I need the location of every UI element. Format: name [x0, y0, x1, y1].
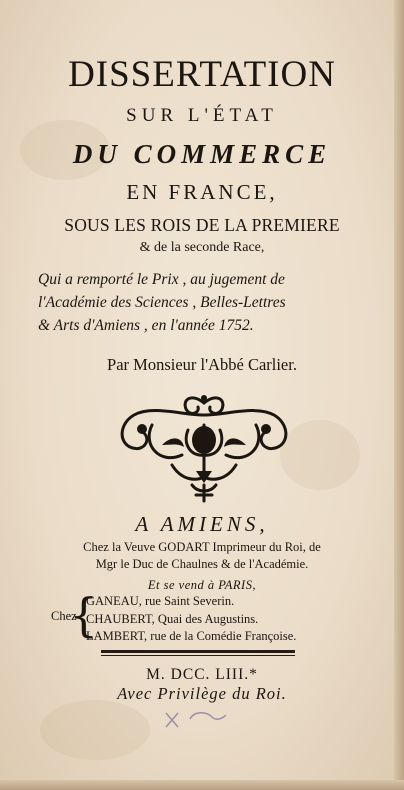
- book-title: DISSERTATION: [68, 54, 336, 95]
- publication-date: M. DCC. LIII.*: [146, 666, 258, 683]
- royal-privilege: Avec Privilège du Roi.: [117, 684, 287, 703]
- prize-line-2: l'Académie des Sciences , Belles-Lettres: [38, 294, 286, 311]
- printer-line-1: Chez la Veuve GODART Imprimeur du Roi, de: [83, 540, 321, 554]
- bookseller-ganeau: GANEAU, rue Saint Severin.: [86, 594, 235, 608]
- subtitle-france: EN FRANCE,: [126, 180, 278, 204]
- author-line: Par Monsieur l'Abbé Carlier.: [107, 355, 297, 374]
- subtitle-rois: SOUS LES ROIS DE LA PREMIERE: [64, 215, 340, 235]
- prize-line-3: & Arts d'Amiens , en l'année 1752.: [38, 317, 254, 334]
- prize-line-1: Qui a remporté le Prix , au jugement de: [38, 271, 285, 288]
- page-edge-right: [394, 0, 404, 790]
- page-edge-bottom: [0, 780, 404, 790]
- paris-line: Et se vend à PARIS,: [147, 578, 257, 592]
- paper-stain: [40, 700, 150, 760]
- thick-rule: [101, 650, 295, 653]
- brace-glyph: {: [69, 588, 99, 642]
- imprint-city: A AMIENS,: [135, 512, 269, 536]
- bookseller-lambert: LAMBERT, rue de la Comédie Françoise.: [86, 629, 297, 643]
- thin-rule: [101, 655, 295, 656]
- subtitle-sur: SUR L'ÉTAT: [126, 105, 278, 126]
- printers-ornament: [112, 385, 296, 505]
- printer-line-2: Mgr le Duc de Chaulnes & de l'Académie.: [95, 557, 309, 571]
- chez-label: Chez: [51, 609, 77, 623]
- bookseller-chaubert: CHAUBERT, Quai des Augustins.: [86, 612, 259, 626]
- subtitle-commerce: DU COMMERCE: [72, 139, 332, 169]
- pencil-mark: [160, 705, 230, 733]
- subtitle-race: & de la seconde Race,: [139, 240, 265, 255]
